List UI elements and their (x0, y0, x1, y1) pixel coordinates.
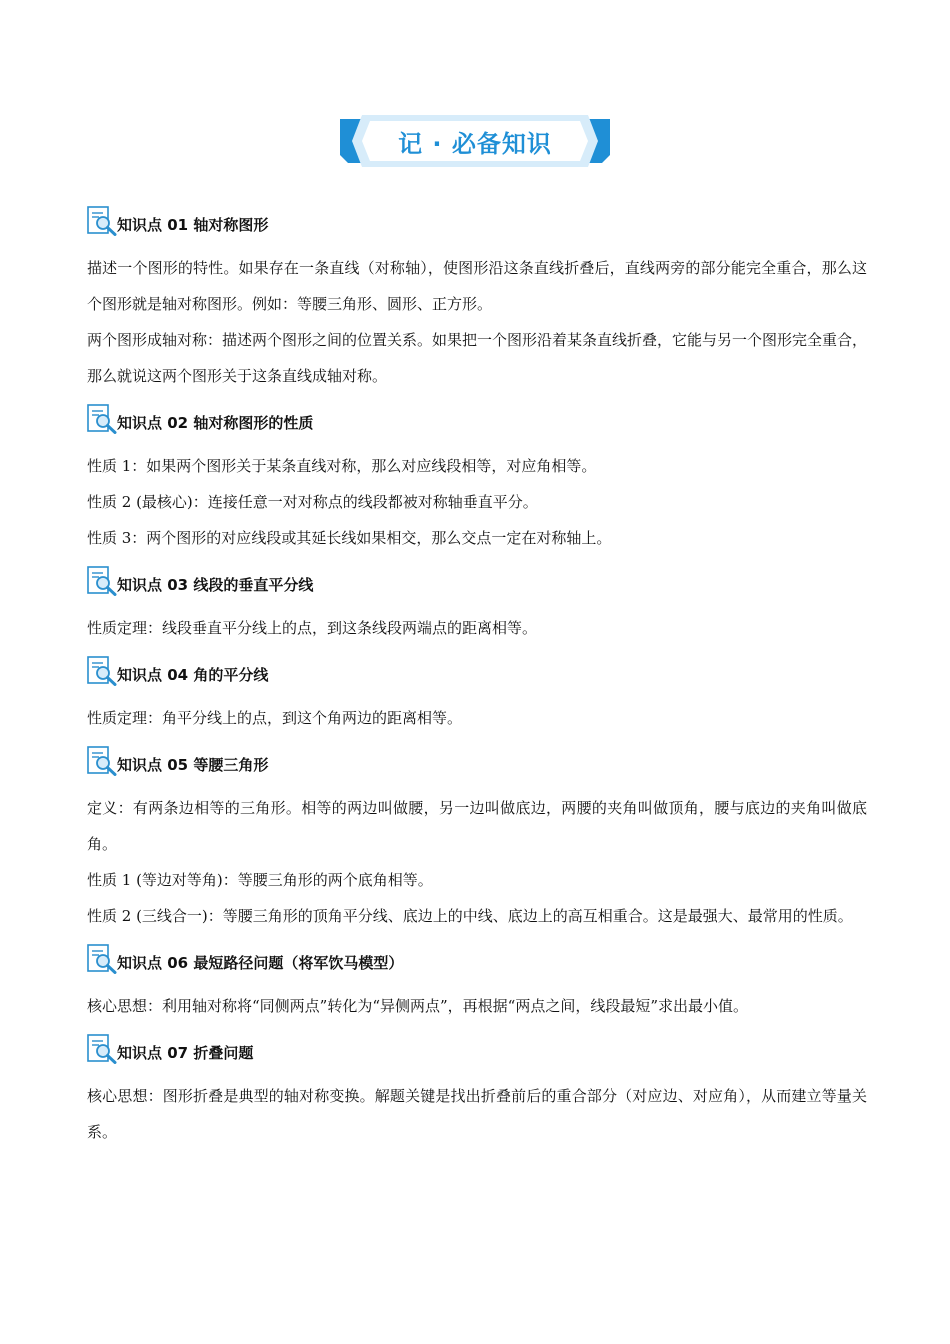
paragraph: 性质 3：两个图形的对应线段或其延长线如果相交，那么交点一定在对称轴上。 (87, 529, 612, 547)
knowledge-point-title: 知识点 01 轴对称图形 (117, 216, 269, 234)
knowledge-point-heading (87, 742, 867, 776)
section-banner (340, 115, 610, 167)
magnifier-document-icon (87, 746, 117, 776)
knowledge-point-body (87, 790, 867, 934)
magnifier-document-icon (87, 656, 117, 686)
knowledge-point-heading (87, 400, 867, 434)
knowledge-point-body (87, 988, 867, 1024)
magnifier-document-icon (87, 206, 117, 236)
paragraph: 性质 1：如果两个图形关于某条直线对称，那么对应线段相等，对应角相等。 (87, 457, 597, 475)
knowledge-point-title: 知识点 04 角的平分线 (117, 666, 269, 684)
knowledge-point-body (87, 250, 867, 394)
knowledge-point-title: 知识点 03 线段的垂直平分线 (117, 576, 314, 594)
knowledge-point-heading (87, 1030, 867, 1064)
banner-title: 记 · 必备知识 (398, 129, 552, 158)
knowledge-point-heading (87, 652, 867, 686)
paragraph: 两个图形成轴对称：描述两个图形之间的位置关系。如果把一个图形沿着某条直线折叠，它能与另一个图形完全重合，那么就说这两个图形关于这条直线成轴对称。 (87, 331, 868, 385)
knowledge-point-body (87, 610, 867, 646)
paragraph: 定义：有两条边相等的三角形。相等的两边叫做腰，另一边叫做底边，两腰的夹角叫做顶角，腰与底边的夹角叫做底角。 (87, 799, 867, 853)
knowledge-point-body (87, 448, 867, 556)
paragraph: 性质 1 (等边对等角)：等腰三角形的两个底角相等。 (87, 871, 433, 889)
magnifier-document-icon (87, 944, 117, 974)
paragraph: 描述一个图形的特性。如果存在一条直线（对称轴），使图形沿这条直线折叠后，直线两旁的部分能完全重合，那么这个图形就是轴对称图形。例如：等腰三角形、圆形、正方形。 (87, 259, 867, 313)
paragraph: 核心思想：图形折叠是典型的轴对称变换。解题关键是找出折叠前后的重合部分（对应边、对应角），从而建立等量关系。 (87, 1087, 867, 1141)
paragraph: 性质定理：线段垂直平分线上的点，到这条线段两端点的距离相等。 (87, 619, 538, 637)
knowledge-point-heading (87, 940, 867, 974)
knowledge-point-title: 知识点 05 等腰三角形 (117, 756, 269, 774)
knowledge-point-body (87, 700, 867, 736)
magnifier-document-icon (87, 404, 117, 434)
paragraph: 核心思想：利用轴对称将“同侧两点”转化为“异侧两点”，再根据“两点之间，线段最短”求出最小值。 (87, 997, 749, 1015)
paragraph: 性质 2 (三线合一)：等腰三角形的顶角平分线、底边上的中线、底边上的高互相重合。这是最强大、最常用的性质。 (87, 907, 853, 925)
paragraph: 性质 2 (最核心)：连接任意一对对称点的线段都被对称轴垂直平分。 (87, 493, 538, 511)
knowledge-point-body (87, 1078, 867, 1150)
magnifier-document-icon (87, 566, 117, 596)
magnifier-document-icon (87, 1034, 117, 1064)
knowledge-point-title: 知识点 07 折叠问题 (117, 1044, 254, 1062)
knowledge-point-title: 知识点 02 轴对称图形的性质 (117, 414, 314, 432)
knowledge-point-title: 知识点 06 最短路径问题（将军饮马模型） (117, 954, 404, 972)
knowledge-point-heading (87, 562, 867, 596)
knowledge-list (87, 196, 867, 1156)
paragraph: 性质定理：角平分线上的点，到这个角两边的距离相等。 (87, 709, 463, 727)
knowledge-point-heading (87, 202, 867, 236)
